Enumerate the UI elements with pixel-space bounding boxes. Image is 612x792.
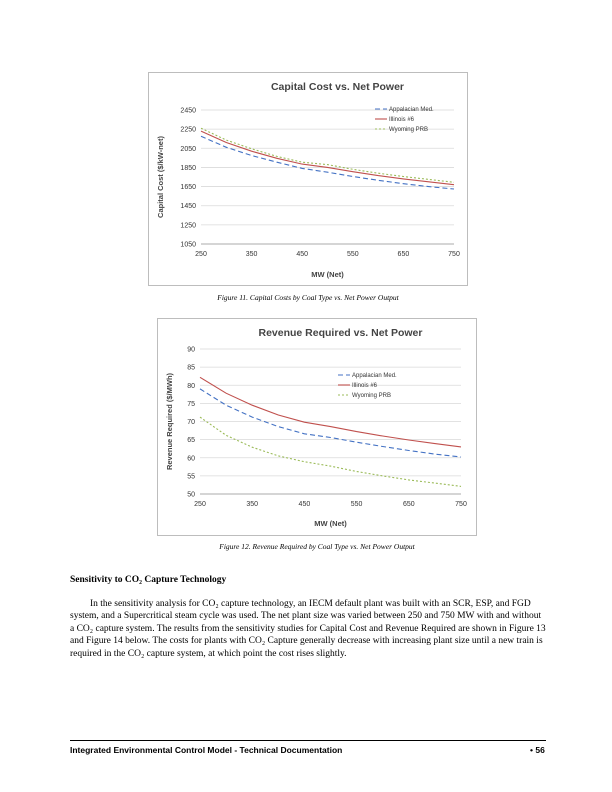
y-tick-label: 50: [187, 491, 195, 499]
x-tick-label: 250: [194, 501, 206, 508]
y-tick-label: 55: [187, 473, 195, 481]
x-tick-label: 550: [350, 501, 363, 508]
page-number: • 56: [530, 745, 545, 755]
revenue-required-chart: [157, 318, 477, 536]
legend-label: Appalacian Med.: [352, 373, 397, 379]
y-tick-label: 1450: [180, 203, 196, 211]
series-line: [201, 128, 454, 182]
x-tick-label: 750: [455, 501, 467, 508]
y-tick-label: 80: [187, 382, 195, 390]
x-tick-label: 350: [245, 251, 258, 258]
section-heading: Sensitivity to CO₂ Capture Technology: [70, 575, 227, 585]
y-tick-label: 65: [187, 437, 195, 445]
chart-title: Revenue Required vs. Net Power: [258, 327, 423, 339]
y-tick-label: 1250: [180, 222, 196, 230]
y-tick-label: 1850: [180, 164, 196, 172]
x-axis-title: MW (Net): [314, 519, 347, 528]
legend-label: Illinois #6: [389, 117, 415, 123]
x-tick-label: 550: [346, 251, 359, 258]
x-tick-label: 450: [298, 501, 311, 508]
y-axis-title: Capital Cost ($/kW-net): [156, 136, 165, 218]
chart-title: Capital Cost vs. Net Power: [270, 81, 405, 93]
x-tick-label: 650: [397, 251, 410, 258]
footer-divider: [70, 740, 546, 741]
y-tick-label: 1050: [180, 241, 196, 249]
y-tick-label: 85: [187, 364, 195, 372]
x-tick-label: 450: [296, 251, 309, 258]
x-tick-label: 250: [195, 251, 207, 258]
y-tick-label: 70: [187, 419, 195, 426]
figure-12-caption: Figure 12. Revenue Required by Coal Type vs. Net Power Output: [219, 542, 415, 551]
y-tick-label: 90: [187, 346, 195, 354]
y-axis-title: Revenue Required ($/MWh): [165, 372, 174, 471]
y-tick-label: 60: [187, 455, 195, 463]
footer-title: Integrated Environmental Control Model - Technical Documentation: [70, 745, 343, 755]
y-tick-label: 2250: [180, 126, 196, 134]
y-tick-label: 2450: [180, 107, 196, 115]
legend-label: Illinois #6: [352, 383, 378, 389]
x-axis-title: MW (Net): [311, 270, 344, 279]
series-line: [200, 377, 461, 447]
legend-label: Wyoming PRB: [352, 393, 391, 399]
y-tick-label: 75: [187, 400, 195, 408]
x-tick-label: 650: [402, 501, 415, 508]
figure-11-caption: Figure 11. Capital Costs by Coal Type vs. Net Power Output: [217, 293, 399, 302]
legend-label: Appalacian Med.: [389, 107, 434, 113]
revenue-required-chart-svg: [158, 319, 478, 537]
y-tick-label: 2050: [180, 145, 196, 153]
x-tick-label: 750: [448, 251, 460, 258]
legend-label: Wyoming PRB: [389, 127, 428, 133]
capital-cost-chart: [148, 72, 468, 286]
capital-cost-chart-svg: [149, 73, 469, 287]
y-tick-label: 1650: [180, 184, 196, 192]
series-line: [201, 131, 454, 185]
x-tick-label: 350: [246, 501, 259, 508]
body-paragraph: In the sensitivity analysis for CO₂ capture technology, an IECM default plant was built with an SCR, ESP, and FGD system, and a Supercritical steam cycle was used. The net plant size was varied between 250 and 750 MW with and without a CO₂ capture system. The results from the sensitivity studies for Capital Cost and Revenue Required are shown in Figure 13 and Figure 14 below. The costs for plants with CO₂ Capture generally decrease with increasing plant size until a new train is required in the CO₂ capture system, at which point the cost rises slightly.: [70, 599, 546, 659]
